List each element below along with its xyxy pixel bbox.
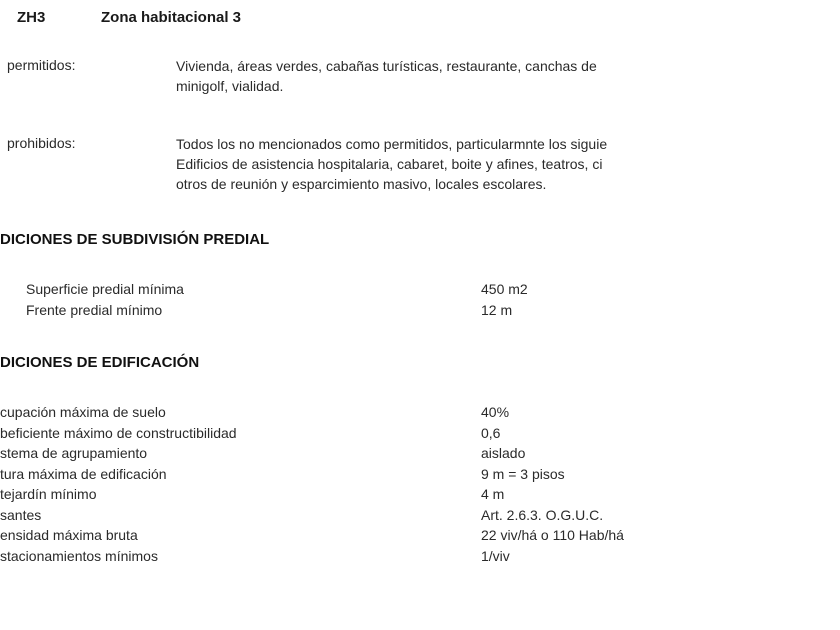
permitted-uses-line: Vivienda, áreas verdes, cabañas turísticas, restaurante, canchas de	[176, 58, 597, 74]
permitted-uses-line: minigolf, vialidad.	[176, 78, 284, 94]
subdivision-row-label: Frente predial mínimo	[26, 301, 163, 318]
prohibited-uses-line: otros de reunión y esparcimiento masivo, locales escolares.	[176, 176, 547, 192]
building-row-label: tura máxima de edificación	[0, 465, 167, 482]
building-row-value: 0,6	[481, 424, 501, 441]
building-row-value: 1/viv	[481, 547, 510, 564]
permitted-uses-text	[176, 56, 597, 96]
building-labels	[0, 402, 237, 566]
building-row-label: cupación máxima de suelo	[0, 404, 166, 420]
prohibited-uses-text	[176, 134, 607, 194]
subdivision-row-value: 12 m	[481, 301, 513, 318]
subdivision-values	[481, 279, 528, 320]
building-row-label: tejardín mínimo	[0, 486, 97, 502]
prohibited-uses-label: prohibidos:	[7, 135, 76, 151]
building-row-label: santes	[0, 506, 42, 523]
building-row-label: ensidad máxima bruta	[0, 527, 138, 543]
permitted-uses-label: permitidos:	[7, 57, 76, 73]
building-row-label: stema de agrupamiento	[0, 445, 148, 461]
building-row-label: beficiente máximo de constructibilidad	[0, 424, 237, 441]
building-values	[481, 402, 624, 566]
prohibited-uses-line: Todos los no mencionados como permitidos, particularmnte los siguie	[176, 136, 608, 152]
building-row-value: 9 m = 3 pisos	[481, 465, 565, 482]
building-section-title: DICIONES DE EDIFICACIÓN	[0, 354, 200, 371]
building-row-value: 22 viv/há o 110 Hab/há	[481, 527, 624, 543]
zone-name: Zona habitacional 3	[101, 9, 242, 26]
subdivision-row-value: 450 m2	[481, 281, 528, 297]
subdivision-labels	[26, 279, 184, 320]
building-row-value: 4 m	[481, 486, 505, 502]
building-row-value: aislado	[481, 445, 526, 461]
subdivision-row-label: Superficie predial mínima	[26, 281, 184, 297]
prohibited-uses-line: Edificios de asistencia hospitalaria, cabaret, boite y afines, teatros, ci	[176, 156, 603, 172]
building-row-value: Art. 2.6.3. O.G.U.C.	[481, 506, 604, 523]
building-row-value: 40%	[481, 404, 510, 420]
building-row-label: stacionamientos mínimos	[0, 547, 158, 564]
subdivision-section-title: DICIONES DE SUBDIVISIÓN PREDIAL	[0, 231, 270, 248]
zone-code: ZH3	[17, 9, 46, 26]
